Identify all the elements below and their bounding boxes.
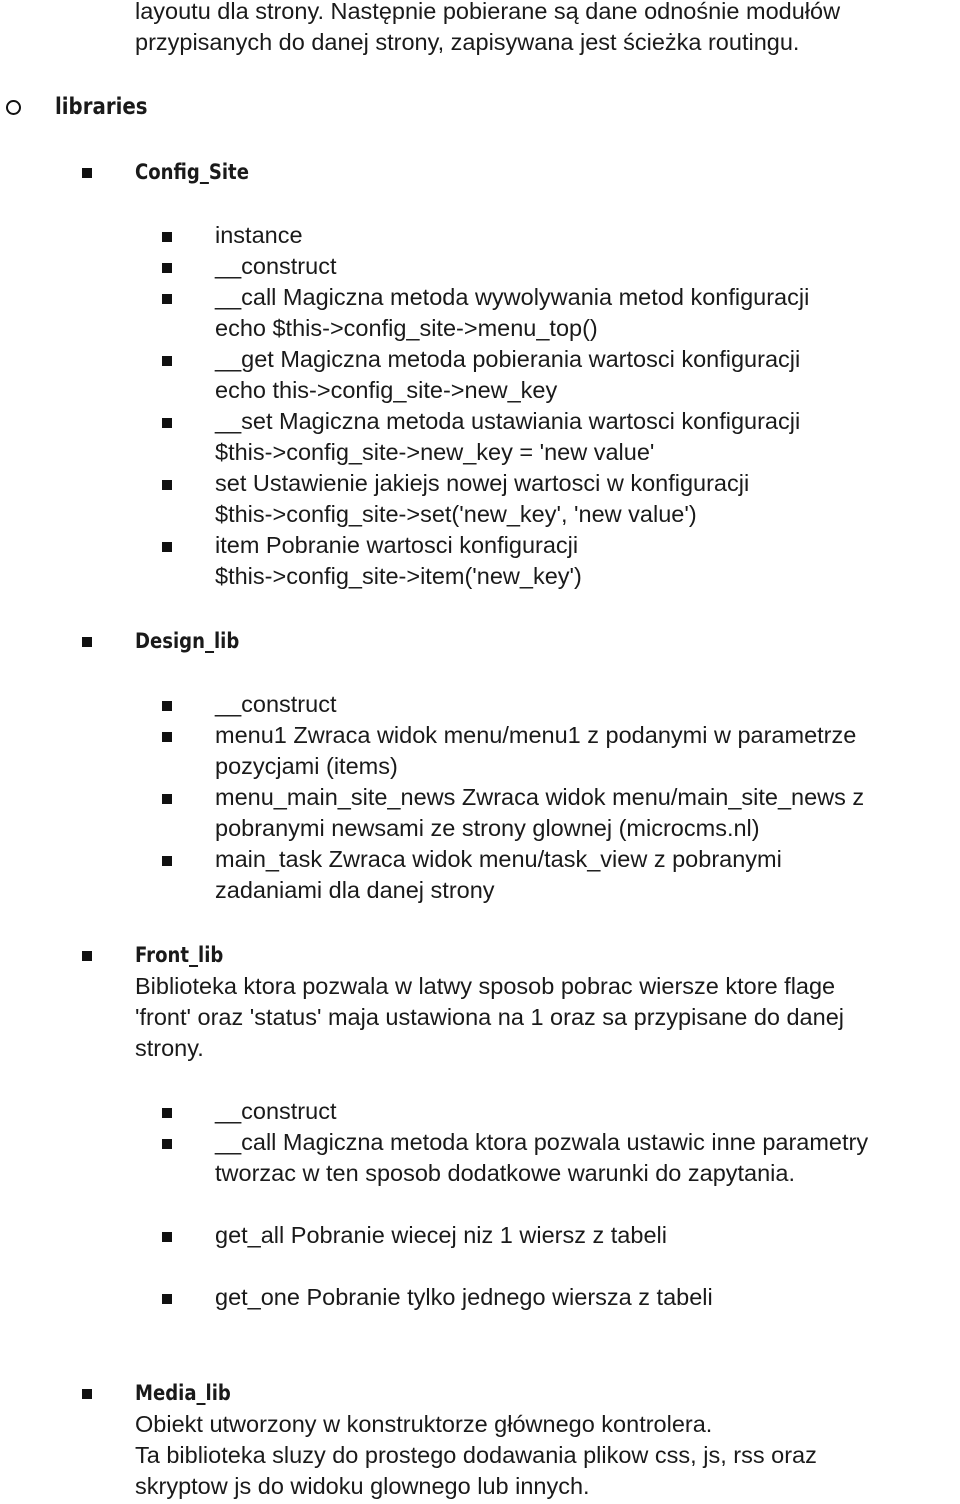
design-lib-heading: Design_lib <box>135 629 240 653</box>
square-bullet-icon <box>162 480 172 490</box>
config-site-heading: Config_Site <box>135 160 249 184</box>
list-item: instance <box>215 222 303 248</box>
square-bullet-icon <box>162 1232 172 1242</box>
list-item: main_task Zwraca widok menu/task_view z pobranymi zadaniami dla danej strony <box>215 846 782 903</box>
list-item: item Pobranie wartosci konfiguracji $this->config_site->item('new_key') <box>215 532 582 589</box>
square-bullet-icon <box>162 1108 172 1118</box>
square-bullet-icon <box>162 542 172 552</box>
media-lib-description: Obiekt utworzony w konstruktorze głównego kontrolera. Ta biblioteka sluzy do prostego dodawania plikow css, js, rss oraz skryptow js do widoku glownego lub innych. <box>135 1411 817 1499</box>
list-item: __call Magiczna metoda ktora pozwala ustawic inne parametry tworzac w ten sposob dodatkowe warunki do zapytania. <box>215 1129 869 1186</box>
list-item: get_all Pobranie wiecej niz 1 wiersz z tabeli <box>215 1222 667 1248</box>
list-item: get_one Pobranie tylko jednego wiersza z tabeli <box>215 1284 713 1310</box>
square-bullet-icon <box>82 168 92 178</box>
intro-line: przypisanych do danej strony, zapisywana jest ścieżka routingu. <box>135 29 800 55</box>
square-bullet-icon <box>82 1389 92 1399</box>
front-lib-description: Biblioteka ktora pozwala w latwy sposob pobrac wiersze ktore flage 'front' oraz 'status' maja ustawiona na 1 oraz sa przypisane do danej strony. <box>135 973 844 1061</box>
list-item: __call Magiczna metoda wywolywania metod konfiguracji echo $this->config_site->menu_top() <box>215 284 810 341</box>
list-item: __construct <box>215 691 337 717</box>
intro-paragraph <box>135 0 840 58</box>
square-bullet-icon <box>162 732 172 742</box>
list-item: __construct <box>215 253 337 279</box>
square-bullet-icon <box>162 1294 172 1304</box>
media-lib-heading: Media_lib <box>135 1381 231 1405</box>
square-bullet-icon <box>82 637 92 647</box>
list-item: __get Magiczna metoda pobierania wartosci konfiguracji echo this->config_site->new_key <box>215 346 801 403</box>
hollow-bullet-icon <box>6 100 21 115</box>
front-lib-heading: Front_lib <box>135 943 224 967</box>
square-bullet-icon <box>162 356 172 366</box>
list-item: set Ustawienie jakiejs nowej wartosci w konfiguracji $this->config_site->set('new_key', 'new value') <box>215 470 750 527</box>
list-item: menu_main_site_news Zwraca widok menu/main_site_news z pobranymi newsami ze strony glownej (microcms.nl) <box>215 784 865 841</box>
libraries-heading: libraries <box>55 94 148 120</box>
square-bullet-icon <box>162 232 172 242</box>
square-bullet-icon <box>162 418 172 428</box>
square-bullet-icon <box>82 951 92 961</box>
square-bullet-icon <box>162 856 172 866</box>
square-bullet-icon <box>162 794 172 804</box>
list-item: __construct <box>215 1098 337 1124</box>
square-bullet-icon <box>162 294 172 304</box>
list-item: __set Magiczna metoda ustawiania wartosci konfiguracji $this->config_site->new_key = 'new value' <box>215 408 801 465</box>
intro-line: layoutu dla strony. Następnie pobierane są dane odnośnie modułów <box>135 0 841 24</box>
list-item: menu1 Zwraca widok menu/menu1 z podanymi w parametrze pozycjami (items) <box>215 722 857 779</box>
square-bullet-icon <box>162 263 172 273</box>
square-bullet-icon <box>162 1139 172 1149</box>
square-bullet-icon <box>162 701 172 711</box>
